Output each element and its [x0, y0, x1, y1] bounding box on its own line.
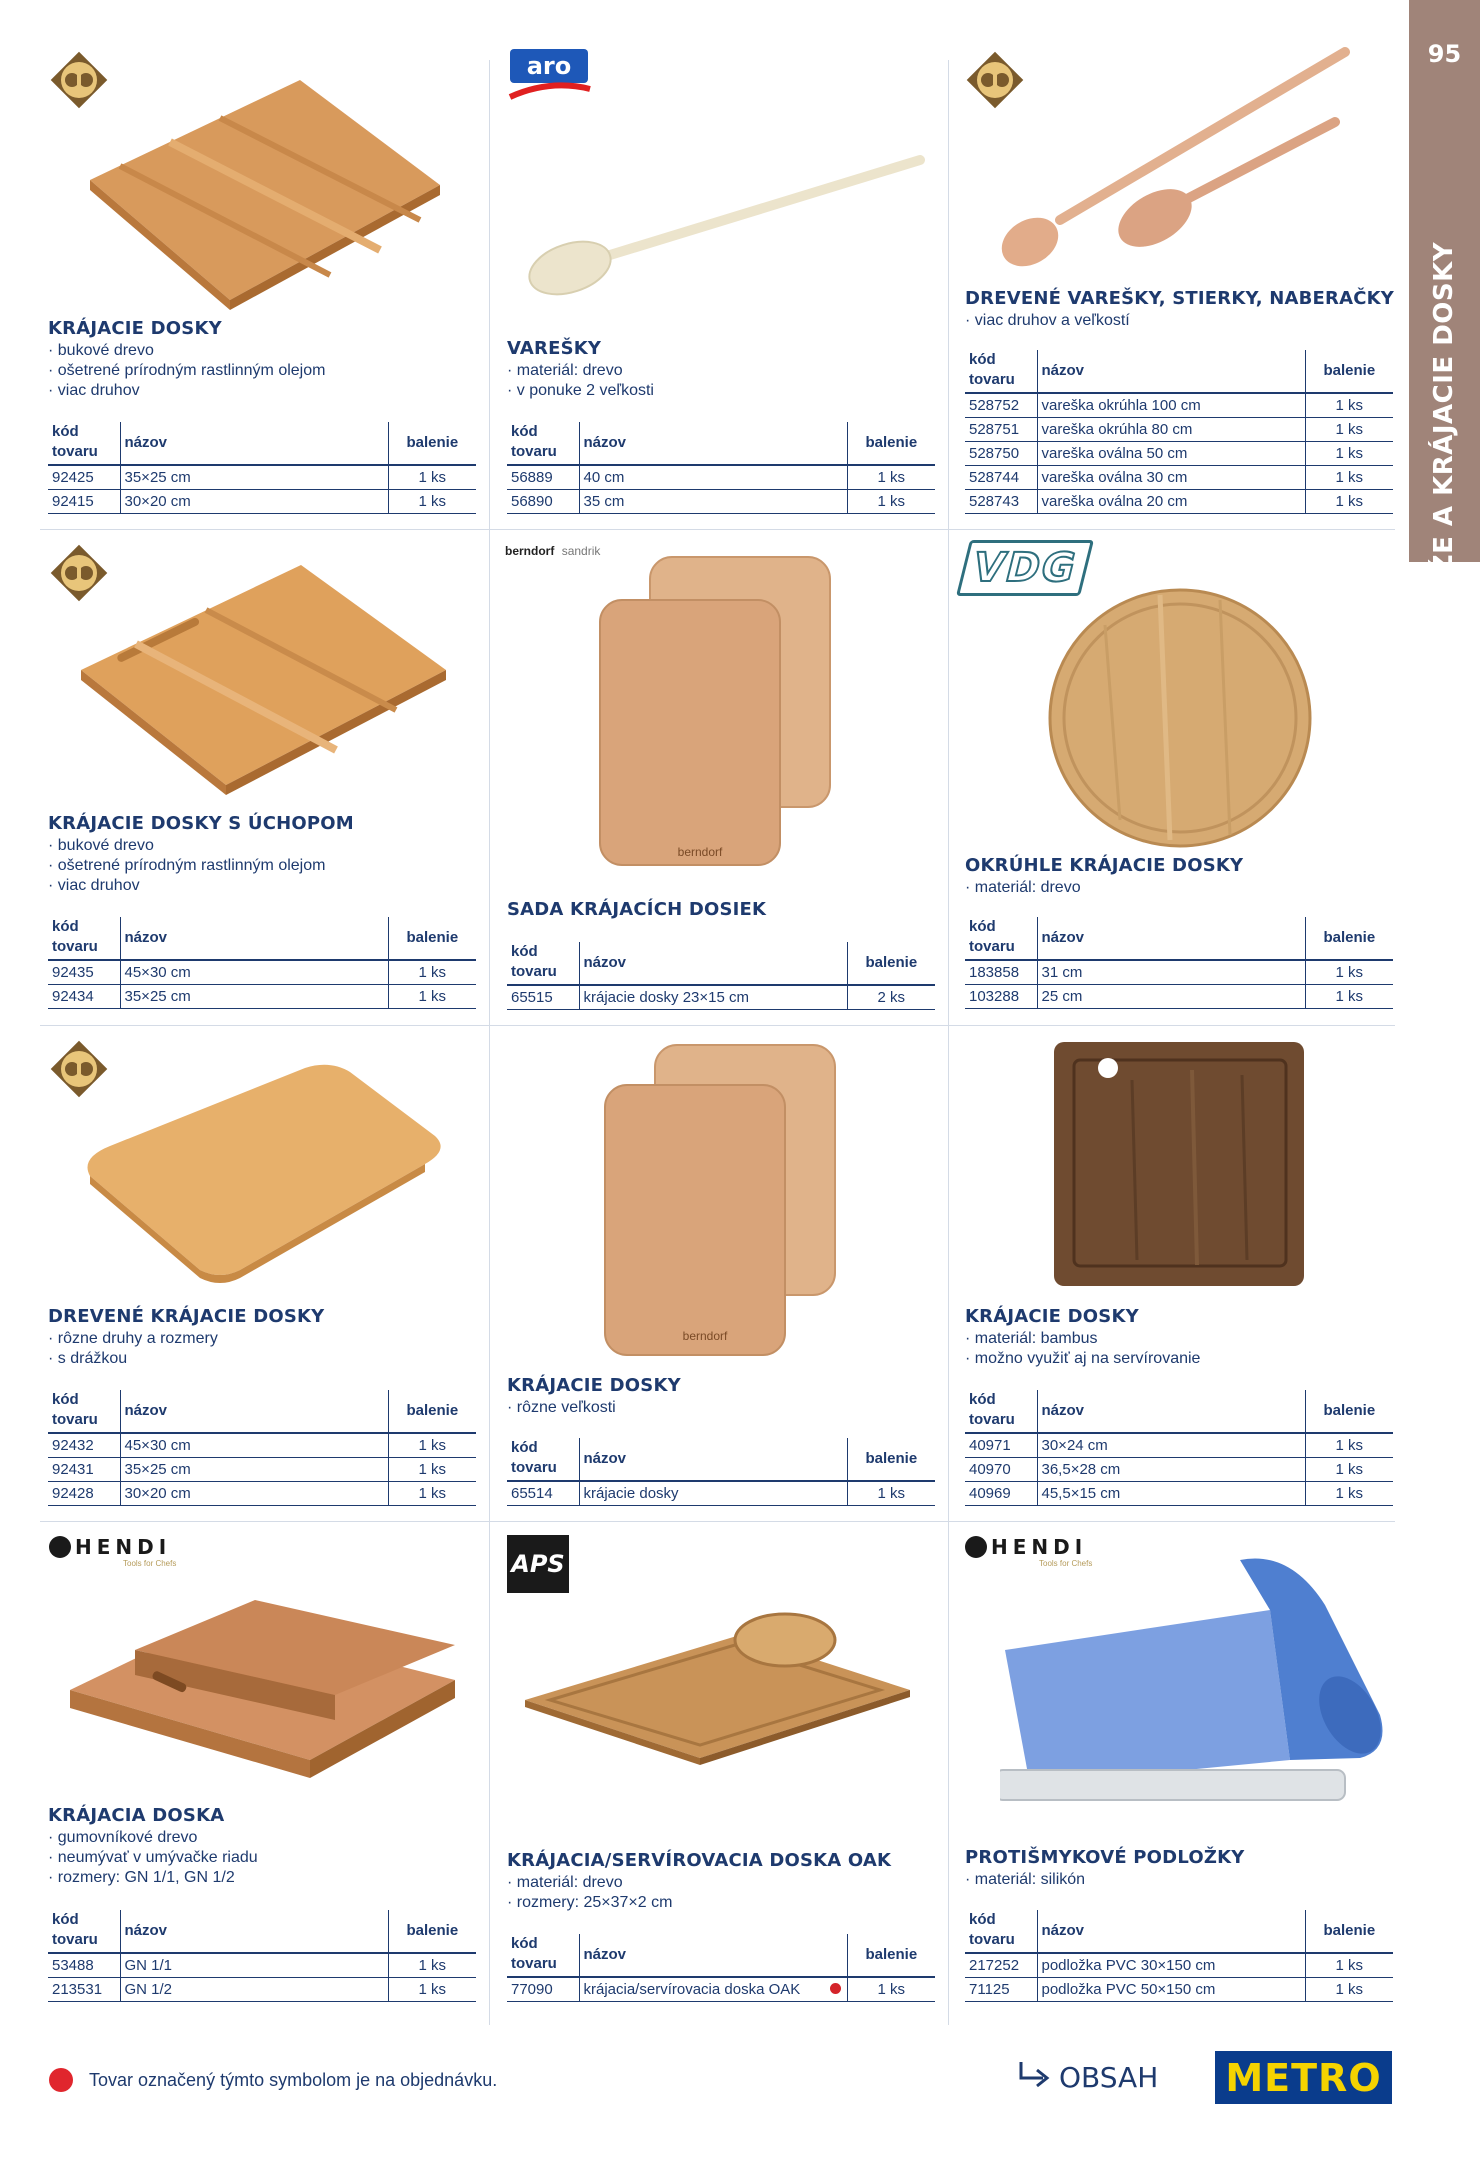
table-row: 56890 35 cm 1 ks: [507, 489, 935, 513]
product-title: KRÁJACIE DOSKY: [507, 1375, 681, 1396]
section-title: NOŽE A KRÁJACIE DOSKY: [1429, 241, 1459, 619]
nazov-header: názov: [579, 942, 847, 985]
table-row: 528744 vareška oválna 30 cm 1 ks: [965, 465, 1393, 489]
vdg-logo: VDG: [956, 540, 1094, 596]
table-row: 92415 30×20 cm 1 ks: [48, 489, 476, 513]
product-title: KRÁJACIE DOSKY: [965, 1306, 1139, 1327]
product-table: [48, 917, 476, 1009]
kod-header: kód tovaru: [48, 1910, 120, 1953]
table-row: 92434 35×25 cm 1 ks: [48, 984, 476, 1008]
feature-item: · materiál: bambus: [965, 1329, 1200, 1349]
product-title: PROTIŠMYKOVÉ PODLOŽKY: [965, 1847, 1245, 1868]
feature-item: · bukové drevo: [48, 341, 325, 361]
feature-item: · v ponuke 2 veľkosti: [507, 381, 654, 401]
table-row: 56889 40 cm 1 ks: [507, 465, 935, 489]
nazov-header: názov: [120, 422, 388, 465]
product-title: OKRÚHLE KRÁJACIE DOSKY: [965, 855, 1244, 876]
feature-item: · rozmery: 25×37×2 cm: [507, 1893, 672, 1913]
product-title: KRÁJACIE DOSKY: [48, 318, 222, 339]
table-row: 528752 vareška okrúhla 100 cm 1 ks: [965, 393, 1393, 417]
table-row: 77090 krájacia/servírovacia doska OAK 1 ks: [507, 1977, 935, 2001]
aps-logo: APS: [507, 1535, 569, 1593]
kod-header: kód tovaru: [507, 942, 579, 985]
wooden-spoon-image: [520, 150, 930, 310]
balenie-header: balenie: [847, 1438, 935, 1481]
table-row: 40971 30×24 cm 1 ks: [965, 1433, 1393, 1457]
cutting-board-handle-image: [76, 560, 456, 800]
product-features: [48, 341, 325, 401]
table-row: 92425 35×25 cm 1 ks: [48, 465, 476, 489]
board-set-image: [600, 1040, 840, 1360]
table-row: 213531 GN 1/2 1 ks: [48, 1977, 476, 2001]
feature-item: · materiál: drevo: [965, 878, 1081, 898]
product-title: DREVENÉ KRÁJACIE DOSKY: [48, 1306, 325, 1327]
balenie-header: balenie: [847, 1934, 935, 1977]
product-table: [48, 422, 476, 514]
kod-header: kód tovaru: [965, 1910, 1037, 1953]
table-row: 528743 vareška oválna 20 cm 1 ks: [965, 489, 1393, 513]
table-row: 103288 25 cm 1 ks: [965, 984, 1393, 1008]
kod-header: kód tovaru: [48, 422, 120, 465]
feature-item: · materiál: drevo: [507, 1873, 672, 1893]
kod-header: kód tovaru: [507, 1934, 579, 1977]
table-row: 92431 35×25 cm 1 ks: [48, 1457, 476, 1481]
balenie-header: balenie: [388, 1390, 476, 1433]
kod-header: kód tovaru: [965, 1390, 1037, 1433]
nazov-header: názov: [1037, 1390, 1305, 1433]
row-divider: [40, 1521, 1395, 1522]
balenie-header: balenie: [1305, 1910, 1393, 1953]
balenie-header: balenie: [1305, 350, 1393, 393]
table-row: 92435 45×30 cm 1 ks: [48, 960, 476, 984]
product-features: [507, 1873, 672, 1913]
product-features: [507, 361, 654, 401]
kod-header: kód tovaru: [965, 917, 1037, 960]
feature-item: · materiál: drevo: [507, 361, 654, 381]
feature-item: · gumovníkové drevo: [48, 1828, 258, 1848]
feature-item: · s drážkou: [48, 1349, 218, 1369]
feature-item: · viac druhov: [48, 381, 325, 401]
table-row: 528750 vareška oválna 50 cm 1 ks: [965, 441, 1393, 465]
product-features: [48, 1329, 218, 1369]
nazov-header: názov: [579, 1438, 847, 1481]
feature-item: · ošetrené prírodným rastlinným olejom: [48, 361, 325, 381]
kod-header: kód tovaru: [507, 1438, 579, 1481]
table-row: 65514 krájacie dosky 1 ks: [507, 1481, 935, 1505]
product-features: [965, 1329, 1200, 1369]
feature-item: · viac druhov a veľkostí: [965, 311, 1130, 331]
nazov-header: názov: [579, 1934, 847, 1977]
feature-item: · neumývať v umývačke riadu: [48, 1848, 258, 1868]
table-row: 40969 45,5×15 cm 1 ks: [965, 1481, 1393, 1505]
oak-serving-board-image: [520, 1600, 915, 1765]
column-divider: [948, 60, 949, 2025]
svg-text:berndorf: berndorf: [677, 845, 723, 859]
table-row: 528751 vareška okrúhla 80 cm 1 ks: [965, 417, 1393, 441]
product-title: DREVENÉ VAREŠKY, STIERKY, NABERAČKY: [965, 288, 1395, 309]
feature-item: · viac druhov: [48, 876, 325, 896]
hendi-logo: HENDI Tools for Chefs: [49, 1535, 176, 1568]
anti-slip-mat-image: [1000, 1550, 1385, 1835]
row-divider: [40, 529, 1395, 530]
column-divider: [489, 60, 490, 2025]
fork-knife-icon: [965, 1536, 987, 1558]
product-table: [507, 1438, 935, 1506]
kod-header: kód tovaru: [965, 350, 1037, 393]
product-title: KRÁJACIE DOSKY S ÚCHOPOM: [48, 813, 354, 834]
product-title: KRÁJACIA DOSKA: [48, 1805, 225, 1826]
nazov-header: názov: [579, 422, 847, 465]
nazov-header: názov: [120, 917, 388, 960]
row-divider: [40, 1025, 1395, 1026]
board-set-image: [595, 552, 835, 872]
aro-logo-icon: [505, 45, 595, 105]
wooden-spoons-image: [995, 40, 1365, 280]
berndorf-sandrik-logo: berndorf sandrik: [505, 544, 601, 558]
product-table: [48, 1910, 476, 2002]
table-row: 71125 podložka PVC 50×150 cm 1 ks: [965, 1977, 1393, 2001]
product-table: [507, 942, 935, 1010]
feature-item: · rozmery: GN 1/1, GN 1/2: [48, 1868, 258, 1888]
svg-text:aro: aro: [526, 52, 572, 80]
feature-item: · bukové drevo: [48, 836, 325, 856]
fork-knife-icon: [49, 1536, 71, 1558]
nazov-header: názov: [120, 1390, 388, 1433]
table-row: 92432 45×30 cm 1 ks: [48, 1433, 476, 1457]
product-features: [48, 836, 325, 896]
feature-item: · rôzne druhy a rozmery: [48, 1329, 218, 1349]
table-row: 65515 krájacie dosky 23×15 cm 2 ks: [507, 985, 935, 1009]
kod-header: kód tovaru: [507, 422, 579, 465]
nazov-header: názov: [1037, 917, 1305, 960]
kod-header: kód tovaru: [48, 917, 120, 960]
product-title: KRÁJACIA/SERVÍROVACIA DOSKA OAK: [507, 1850, 892, 1871]
balenie-header: balenie: [388, 1910, 476, 1953]
balenie-header: balenie: [388, 422, 476, 465]
product-table: [507, 422, 935, 514]
table-row: 40970 36,5×28 cm 1 ks: [965, 1457, 1393, 1481]
nazov-header: názov: [1037, 1910, 1305, 1953]
end-grain-board-image: [65, 1560, 455, 1790]
product-features: [48, 1828, 258, 1888]
feature-item: · možno využiť aj na servírovanie: [965, 1349, 1200, 1369]
table-row: 183858 31 cm 1 ks: [965, 960, 1393, 984]
order-only-icon: [830, 1983, 841, 1994]
product-title: SADA KRÁJACÍCH DOSIEK: [507, 899, 767, 920]
kod-header: kód tovaru: [48, 1390, 120, 1433]
round-board-image: [1045, 585, 1315, 850]
table-row: 53488 GN 1/1 1 ks: [48, 1953, 476, 1977]
page-number: 95: [1427, 40, 1462, 68]
table-row: 92428 30×20 cm 1 ks: [48, 1481, 476, 1505]
product-features: [965, 311, 1130, 331]
product-features: [965, 878, 1081, 898]
order-note: Tovar označený týmto symbolom je na objednávku.: [89, 2070, 498, 2090]
return-arrow-icon: [1015, 2058, 1053, 2096]
nazov-header: názov: [1037, 350, 1305, 393]
feature-item: · materiál: silikón: [965, 1870, 1085, 1890]
product-table: [965, 1390, 1393, 1506]
product-title: VAREŠKY: [507, 338, 602, 359]
feature-item: · ošetrené prírodným rastlinným olejom: [48, 856, 325, 876]
bamboo-board-image: [1052, 1040, 1307, 1290]
product-table: [48, 1390, 476, 1506]
order-only-icon: [49, 2068, 73, 2092]
product-table: [965, 350, 1393, 514]
cutting-board-image: [80, 70, 450, 310]
product-table: [965, 1910, 1393, 2002]
product-table: [965, 917, 1393, 1009]
product-features: [507, 1398, 616, 1418]
balenie-header: balenie: [388, 917, 476, 960]
table-row: 217252 podložka PVC 30×150 cm 1 ks: [965, 1953, 1393, 1977]
balenie-header: balenie: [1305, 1390, 1393, 1433]
grooved-board-image: [80, 1058, 450, 1288]
contents-link[interactable]: OBSAH: [1015, 2058, 1158, 2096]
balenie-header: balenie: [1305, 917, 1393, 960]
balenie-header: balenie: [847, 422, 935, 465]
nazov-header: názov: [120, 1910, 388, 1953]
product-table: [507, 1934, 935, 2002]
svg-text:berndorf: berndorf: [682, 1329, 728, 1343]
product-features: [965, 1870, 1085, 1890]
balenie-header: balenie: [847, 942, 935, 985]
metro-logo: METRO: [1215, 2051, 1392, 2104]
hendi-logo: HENDI Tools for Chefs: [965, 1535, 1092, 1568]
feature-item: · rôzne veľkosti: [507, 1398, 616, 1418]
section-tab: [1409, 0, 1480, 619]
